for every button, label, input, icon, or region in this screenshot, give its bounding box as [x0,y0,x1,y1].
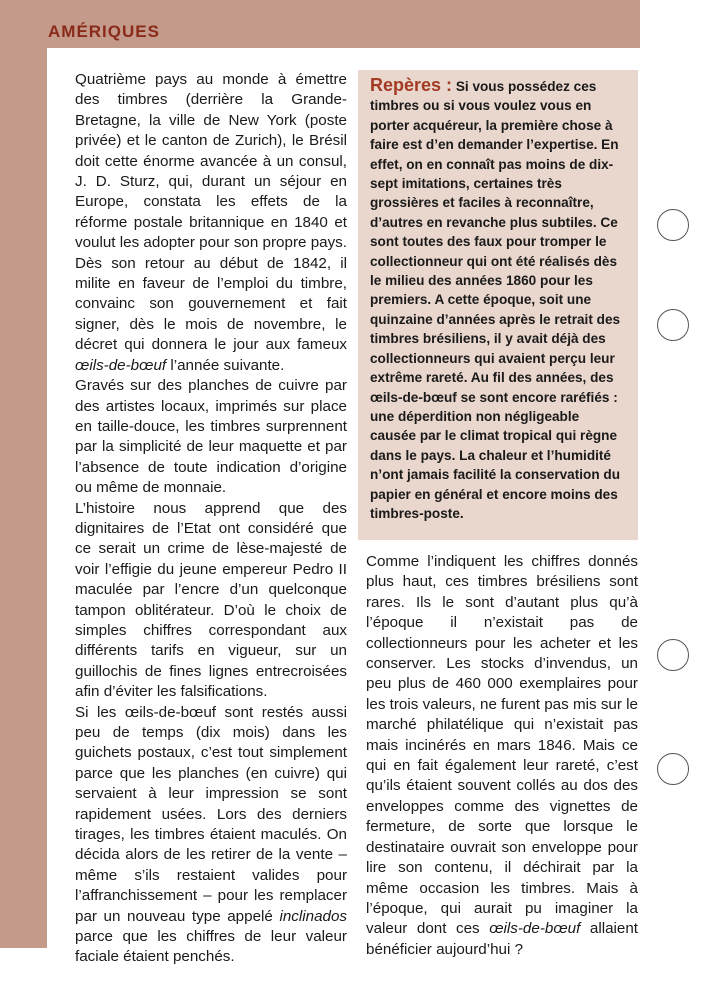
reperes-body: Si vous possédez ces timbres ou si vous voulez vous en porter acquéreur, la première chose à faire est d’en demander l’expertise. En effet, on en connaît pas moins de dix-sept imitations, certaines très grossières et faciles à reconnaître, d’autres en revanche plus subtiles. Ce sont toutes des faux pour tromper le collectionneur qui ont été réalisés dès le milieu des années 1860 pour les premiers. A cette époque, soit une quinzaine d’années après le retrait des timbres brésiliens, il y avait déjà des collectionneurs qui avaient perçu leur extrême rareté. Au fil des années, des œils-de-bœuf se sont encore raréfiés : une déperdition non négligeable causée par le climat tropical qui règne dans le pays. La chaleur et l’humidité n’ont jamais facilité la conservation du papier en général et encore moins des timbres-poste. [370,79,621,521]
binder-hole [657,639,689,671]
binder-strip [640,0,714,996]
left-margin-band [0,48,47,948]
reperes-box [358,70,638,540]
right-column [366,552,638,960]
reperes-title: Repères : [370,75,453,95]
paragraph: Quatrième pays au monde à émettre des timbres (derrière la Grande-Bretagne, la ville de New York (poste privée) et le canton de Zurich), le Brésil doit cette énorme avancée à un consul, J. D. Sturz, qui, durant un séjour en Europe, constata les effets de la réforme postale britannique en 1840 et voulut les adopter pour son propre pays. Dès son retour au début de 1842, il milite en faveur de l’emploi du timbre, convainc son gouvernement et fait signer, dès le mois de novembre, le décret qui donnera le jour aux fameux œils-de-bœuf l’année suivante. [75,71,347,374]
paragraph: L’histoire nous apprend que des dignitaires de l’Etat ont considéré que ce serait un crime de lèse-majesté de voir l’effigie du jeune empereur Pedro II maculée par l’encre d’un quelconque tampon oblitérateur. D’où le choix de simples chiffres correspondant aux différents tarifs en vigueur, sur un guillochis de fines lignes entrecroisées afin d’éviter les falsifications. [75,499,347,701]
reperes-text [370,76,628,523]
paragraph: Si les œils-de-bœuf sont restés aussi peu de temps (dix mois) dans les guichets postaux, c’est tout simplement parce que les planches (en cuivre) qui servaient à leur impression se sont rapidement usées. Lors des derniers tirages, les timbres étaient maculés. On décida alors de les retirer de la vente – même s’ils restaient valides pour l’affranchissement – pour les remplacer par un nouveau type appelé inclinados parce que les chiffres de leur valeur faciale étaient penchés. [75,703,347,966]
binder-hole [657,209,689,241]
binder-hole [657,753,689,785]
paragraph: Gravés sur des planches de cuivre par des artistes locaux, imprimés sur place en taille-douce, les timbres surprennent par la simplicité de leur maquette et par l’absence de toute indication d’origine ou même de monnaie. [75,377,347,497]
paragraph: Comme l’indiquent les chiffres donnés plus haut, ces timbres brésiliens sont rares. Ils le sont d’autant plus qu’à l’époque il n’existait pas de collectionneurs pour les acheter et les conserver. Les stocks d’invendus, un peu plus de 460 000 exemplaires pour les trois valeurs, ne furent pas mis sur le marché philatélique qui n’existait pas mais incinérés en mars 1846. Mais ce qui en fait également leur rareté, c’est qu’ils étaient souvent collés au dos des enveloppes comme des vignettes de fermeture, de sorte que lorsque le destinataire ouvrait son enveloppe pour lire son contenu, il déchirait par la même occasion les timbres. Mais à l’époque, qui aurait pu imaginer la valeur dont ces œils-de-bœuf allaient bénéficier aujourd’hui ? [366,553,638,958]
section-title: AMÉRIQUES [48,22,160,41]
binder-hole [657,309,689,341]
left-column [75,70,347,968]
